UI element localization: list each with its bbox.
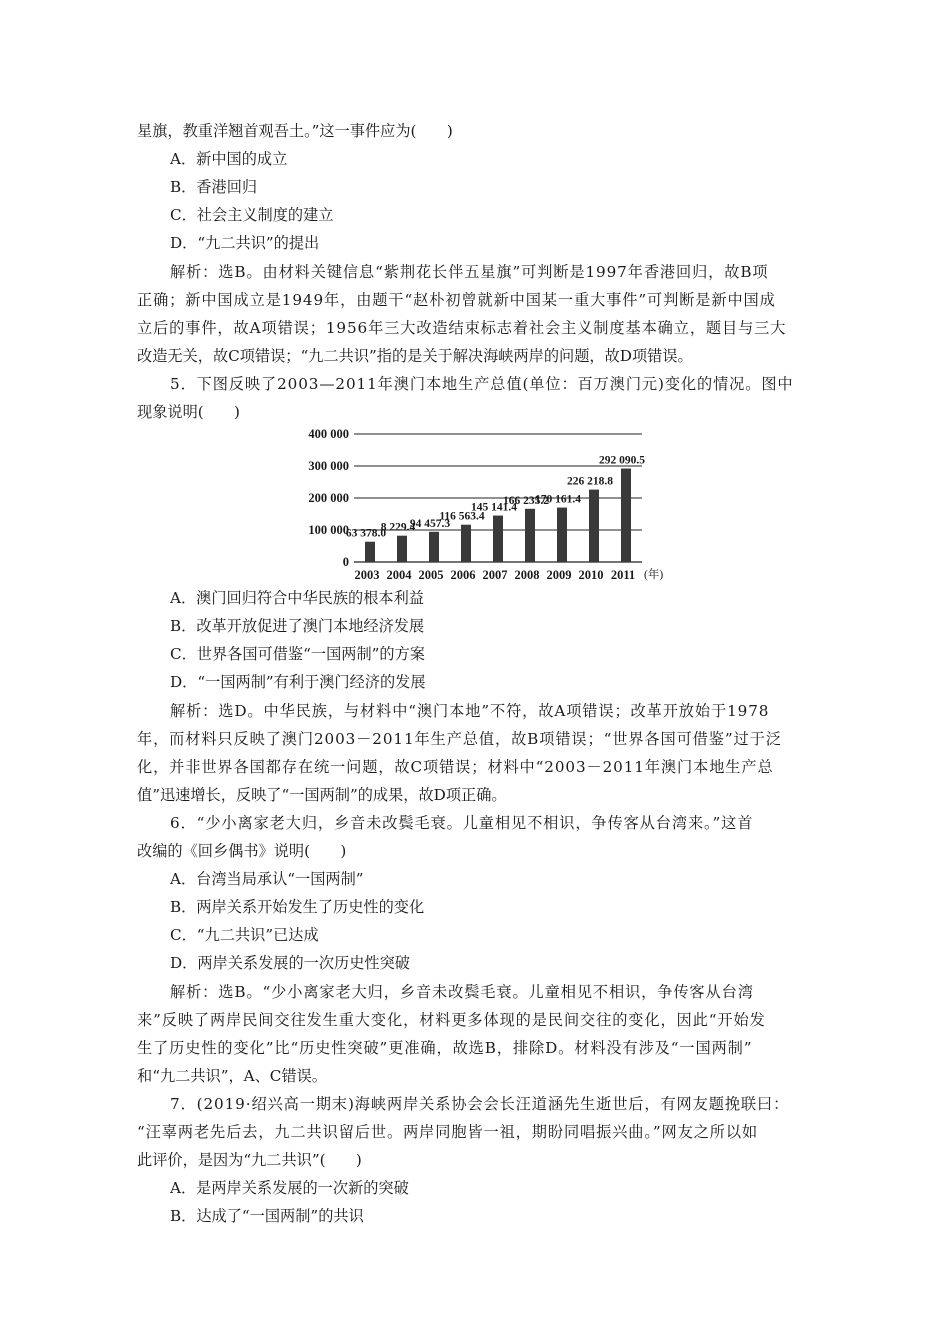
q6-analysis-line: 解析：选B。“少小离家老大归，乡音未改鬓毛衰。儿童相见不相识，争传客从台湾 (170, 983, 754, 1001)
q4-option-b: B．香港回归 (170, 178, 258, 196)
bar-2011 (621, 469, 631, 562)
q5-analysis-line: 年，而材料只反映了澳门2003－2011年生产总值，故B项错误；“世界各国可借鉴”过于泛 (137, 730, 782, 748)
q5-option-c: C．世界各国可借鉴“一国两制”的方案 (170, 645, 425, 663)
x-tick-label: 2004 (386, 568, 412, 582)
q6-analysis-line: 和“九二共识”，A、C错误。 (137, 1067, 327, 1085)
data-label: 170 161.4 (535, 493, 581, 506)
q7-option-b: B．达成了“一国两制”的共识 (170, 1207, 364, 1225)
q5-stem-line: 5．下图反映了2003—2011年澳门本地生产总值(单位：百万澳门元)变化的情况。图中 (170, 375, 794, 393)
data-label: 292 090.5 (599, 454, 645, 467)
q6-analysis-line: 生了历史性的变化”比“历史性突破”更准确，故选B，排除D。材料没有涉及“一国两制” (137, 1039, 753, 1057)
chart-y-tick-labels (308, 427, 349, 569)
q6-option-d: D．两岸关系发展的一次历史性突破 (170, 954, 410, 972)
q4-option-a: A．新中国的成立 (170, 150, 288, 168)
x-tick-label: 2005 (418, 568, 444, 582)
q5-analysis-line: 化，并非世界各国都存在统一问题，故C项错误；材料中“2003－2011年澳门本地生产总 (137, 758, 774, 776)
data-label: 63 378.0 (345, 527, 387, 540)
bar-2009 (557, 508, 567, 562)
y-tick-label: 200 000 (308, 491, 349, 505)
q5-stem-line: 现象说明( ) (137, 403, 240, 421)
q7-option-a: A．是两岸关系发展的一次新的突破 (170, 1179, 409, 1197)
bar-2003 (365, 542, 375, 562)
bar-2007 (493, 516, 503, 562)
bar-2005 (429, 532, 439, 562)
q4-stem-line: 星旗，教重洋翘首观吾土。”这一事件应为( ) (137, 122, 453, 140)
q4-analysis-line: 解析：选B。由材料关键信息“紫荆花长伴五星旗”可判断是1997年香港回归，故B项 (170, 263, 769, 281)
y-tick-label: 400 000 (308, 427, 349, 441)
x-axis-unit: (年) (644, 569, 664, 581)
q4-option-d: D．“九二共识”的提出 (170, 234, 320, 252)
q4-option-c: C．社会主义制度的建立 (170, 206, 334, 224)
y-tick-label: 100 000 (308, 523, 349, 537)
q4-analysis-line: 正确；新中国成立是1949年，由题干“赵朴初曾就新中国某一重大事件”可判断是新中国成 (137, 291, 776, 309)
x-tick-label: 2009 (546, 568, 572, 582)
q6-option-a: A．台湾当局承认“一国两制” (170, 870, 364, 888)
data-label: 166 235.2 (503, 494, 549, 507)
y-tick-label: 300 000 (308, 459, 349, 473)
bar-2010 (589, 490, 599, 562)
x-tick-label: 2003 (354, 568, 380, 582)
q6-option-c: C．“九二共识”已达成 (170, 926, 319, 944)
y-tick-label: 0 (342, 555, 349, 569)
x-tick-label: 2006 (450, 568, 476, 582)
q7-stem-line: 7．(2019·绍兴高一期末)海峡两岸关系协会会长汪道涵先生逝世后，有网友题挽联曰： (170, 1095, 790, 1113)
q7-stem-line: “汪辜两老先后去，九二共识留后世。两岸同胞皆一祖，期盼同唱振兴曲。”网友之所以如 (137, 1123, 759, 1141)
q4-analysis-line: 改造无关，故C项错误；“九二共识”指的是关于解决海峡两岸的问题，故D项错误。 (137, 347, 693, 365)
chart-x-tick-labels (355, 567, 664, 582)
q5-option-d: D．“一国两制”有利于澳门经济的发展 (170, 673, 426, 691)
bar-2004 (397, 536, 407, 562)
q5-analysis-line: 值”迅速增长，反映了“一国两制”的成果，故D项正确。 (137, 786, 507, 804)
q6-option-b: B．两岸关系开始发生了历史性的变化 (170, 898, 425, 916)
x-tick-label: 2010 (578, 568, 604, 582)
q5-analysis-line: 解析：选D。中华民族，与材料中“澳门本地”不符，故A项错误；改革开放始于1978 (170, 702, 770, 720)
q6-analysis-line: 来”反映了两岸民间交往发生重大变化，材料更多体现的是民间交往的变化，因此“开始发 (137, 1011, 766, 1029)
q6-stem-line: 改编的《回乡偶书》说明( ) (137, 842, 347, 860)
q5-option-b: B．改革开放促进了澳门本地经济发展 (170, 617, 425, 635)
q6-stem-line: 6．“少小离家老大归，乡音未改鬓毛衰。儿童相见不相识，争传客从台湾来。”这首 (170, 814, 754, 832)
data-label: 116 563.4 (439, 510, 485, 523)
q4-analysis-line: 立后的事件，故A项错误；1956年三大改造结束标志着社会主义制度基本确立，题目与三大 (137, 319, 787, 337)
x-tick-label: 2011 (610, 568, 636, 582)
x-tick-label: 2008 (514, 568, 540, 582)
x-tick-label: 2007 (482, 568, 508, 582)
data-label: 94 457.3 (409, 517, 451, 530)
data-label: 145 141.4 (471, 501, 517, 514)
q7-stem-line: 此评价，是因为“九二共识”( ) (137, 1151, 362, 1169)
gdp-bar-chart (290, 420, 670, 592)
bar-2008 (525, 509, 535, 562)
bar-2006 (461, 525, 471, 562)
data-label: 226 218.8 (567, 475, 613, 488)
data-label: 8 229.4 (380, 521, 416, 534)
q5-option-a: A．澳门回归符合中华民族的根本利益 (170, 589, 424, 607)
